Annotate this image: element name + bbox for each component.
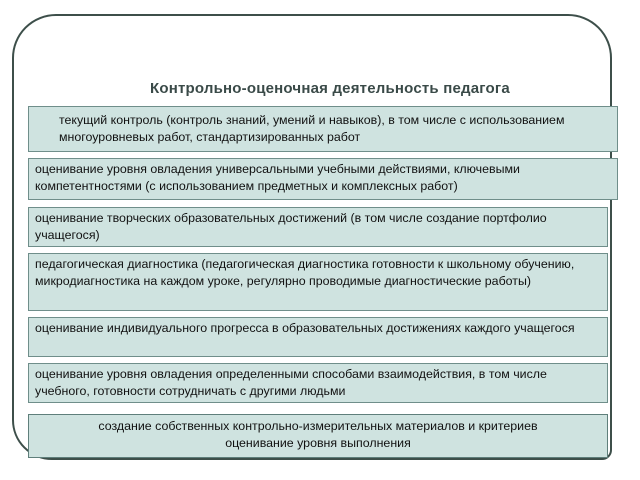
activity-text: оценивание индивидуального прогресса в образовательных достижениях каждого учащегося bbox=[35, 321, 575, 335]
activity-text: педагогическая диагностика (педагогическая диагностика готовности к школьному обучению, микродиагностика на каждом уроке, регулярно проводимые диагностические работы) bbox=[35, 257, 575, 288]
activity-text: оценивание творческих образовательных достижений (в том числе создание портфолио учащегося) bbox=[35, 211, 547, 242]
activity-box-pedagogical-diagnostics bbox=[28, 253, 608, 311]
diagram-title: Контрольно-оценочная деятельность педагога bbox=[150, 80, 510, 97]
activity-text: оценивание уровня овладения универсальными учебными действиями, ключевыми компетентностями (с использованием предметных и комплексных работ) bbox=[35, 162, 520, 193]
activity-box-creative-achievements bbox=[28, 207, 608, 247]
activity-text: создание собственных контрольно-измерительных материалов и критериев оценивание уровня выполнения bbox=[98, 419, 538, 450]
activity-box-current-control bbox=[28, 106, 618, 152]
activity-text: текущий контроль (контроль знаний, умений и навыков), в том числе с использованием многоуровневых работ, стандартизированных работ bbox=[59, 113, 565, 144]
activity-box-interaction-methods bbox=[28, 363, 608, 403]
activity-box-uud-assessment bbox=[28, 158, 618, 200]
activity-box-individual-progress bbox=[28, 317, 608, 357]
activity-box-own-materials bbox=[28, 414, 608, 458]
activity-text: оценивание уровня овладения определенными способами взаимодействия, в том числе учебного, готовности сотрудничать с другими людьми bbox=[35, 367, 547, 398]
